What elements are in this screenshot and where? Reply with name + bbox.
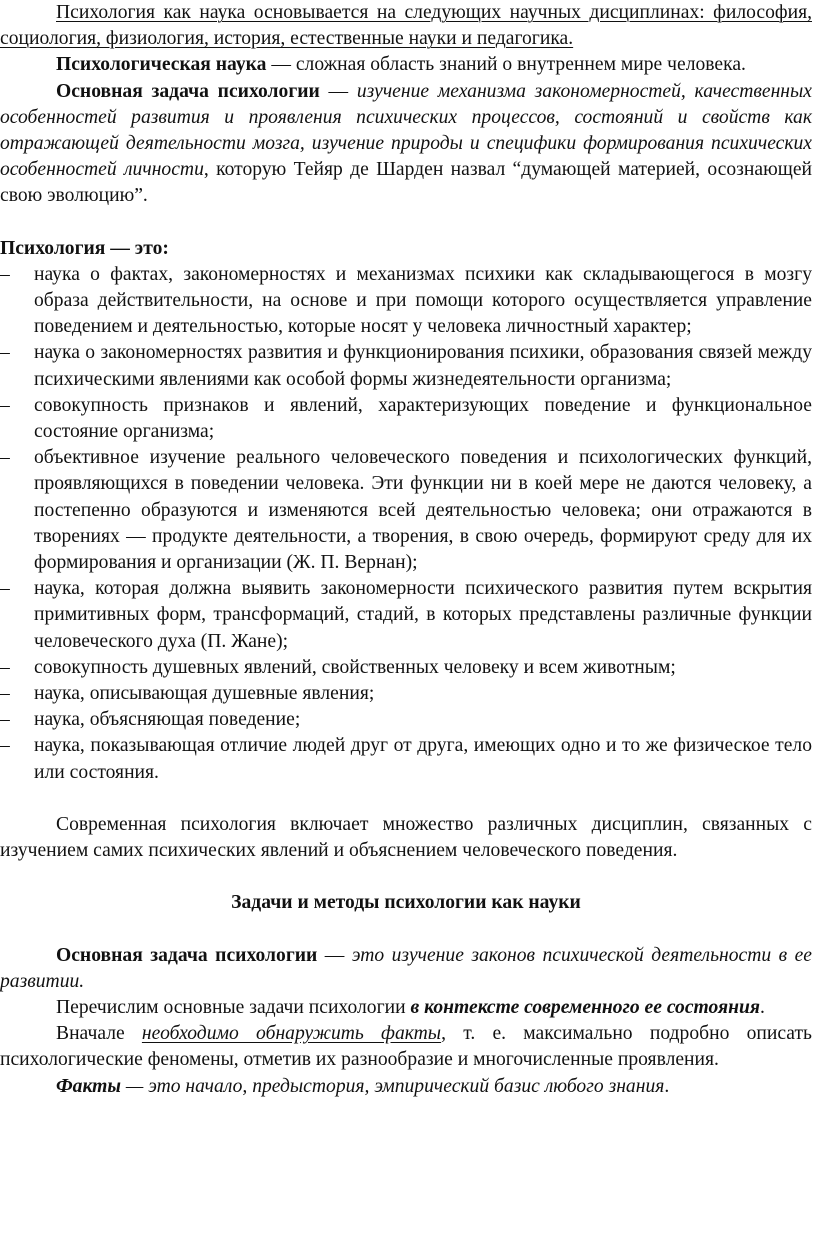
modern-psychology-paragraph <box>0 812 812 864</box>
facts-definition-paragraph <box>0 1074 812 1100</box>
list-item: – наука о фактах, закономерностях и механизмах психики как складывающегося в мозгу образа действительности, на основе и при помощи которого осуществляется управление поведением и деятельностью, которые носят у человека личностный характер; <box>0 262 812 341</box>
term-main-task: Основная задача психологии <box>56 80 320 102</box>
dash: — <box>319 80 357 102</box>
tasks-list-intro-paragraph <box>0 995 812 1021</box>
definitions-heading: Психология — это: <box>0 237 169 259</box>
facts-first-paragraph <box>0 1021 812 1073</box>
modern-state-emphasis: в контексте современного ее состояния <box>410 996 761 1018</box>
main-task-2-paragraph <box>0 943 812 995</box>
main-task-2-italic: это изучение законов психической деятельности в ее развитии. <box>0 944 812 992</box>
tasks-intro-end: . <box>760 996 765 1018</box>
list-item: – наука, показывающая отличие людей друг от друга, имеющих одно и то же физическое тело или состояния. <box>0 733 812 785</box>
psych-science-paragraph <box>0 52 812 78</box>
list-item: – наука о закономерностях развития и функционирования психики, образования связей между психическими явлениями как особой формы жизнедеятельности организма; <box>0 340 812 392</box>
facts-definition-italic: — это начало, предыстория, эмпирический базис любого знания <box>120 1075 665 1097</box>
facts-first-rest: , т. е. максимально подробно описать психологические феномены, отметив их разнообразие и многочисленные проявления. <box>0 1023 812 1071</box>
modern-psychology-text: Современная психология включает множество различных дисциплин, связанных с изучением самих психических явлений и объяснением человеческого поведения. <box>0 813 812 862</box>
main-task-paragraph <box>0 79 812 210</box>
facts-first-start: Вначале <box>56 1023 142 1045</box>
spacer <box>0 786 812 812</box>
term-psych-science: Психологическая наука <box>56 54 267 76</box>
list-item: – наука, которая должна выявить закономерности психического развития путем вскрытия примитивных форм, трансформаций, стадий, в которых представлены различные функции человеческого духа (П. Жане); <box>0 576 812 655</box>
section-title: Задачи и методы психологии как науки <box>231 892 581 914</box>
discover-facts-emphasis: необходимо обнаружить факты <box>141 1023 442 1045</box>
list-item: – объективное изучение реального человеческого поведения и психологических функций, проявляющихся в поведении человека. Эти функции ни в коей мере не даются человеку, а постепенно образуются и изменяются всей деятельностью человека; они отражаются в творениях — продукте деятельности, а творения, в свою очередь, формируют среду для их формирования и организации (Ж. П. Вернан); <box>0 445 812 576</box>
intro-paragraph <box>0 0 812 52</box>
term-main-task-2: Основная задача психологии <box>56 944 318 966</box>
list-item: – наука, описывающая душевные явления; <box>0 681 812 707</box>
spacer <box>0 917 812 943</box>
main-task-rest: , которую Тейяр де Шарден назвал “думающей материей, осознающей свою эволюцию”. <box>0 159 813 207</box>
list-item: – наука, объясняющая поведение; <box>0 707 812 733</box>
intro-text: Психология как наука основывается на следующих научных дисциплинах: философия, социология, физиология, история, естественные науки и педагогика. <box>0 2 812 50</box>
psych-science-definition: — сложная область знаний о внутреннем мире человека. <box>266 54 746 76</box>
spacer <box>0 210 812 236</box>
facts-definition-end: . <box>664 1075 670 1097</box>
main-task-italic: изучение механизма закономерностей, качественных особенностей развития и проявления психических процессов, состояний и свойств как отражающей деятельности мозга, изучение природы и специфики формирования психических особенностей личности <box>0 80 812 181</box>
term-facts: Факты <box>56 1075 121 1097</box>
list-item: – совокупность признаков и явлений, характеризующих поведение и функциональное состояние организма; <box>0 393 812 445</box>
spacer <box>0 864 812 890</box>
definitions-list <box>0 262 812 786</box>
dash: — <box>317 944 352 966</box>
tasks-intro-text: Перечислим основные задачи психологии <box>56 996 411 1018</box>
list-item: – совокупность душевных явлений, свойственных человеку и всем животным; <box>0 655 812 681</box>
